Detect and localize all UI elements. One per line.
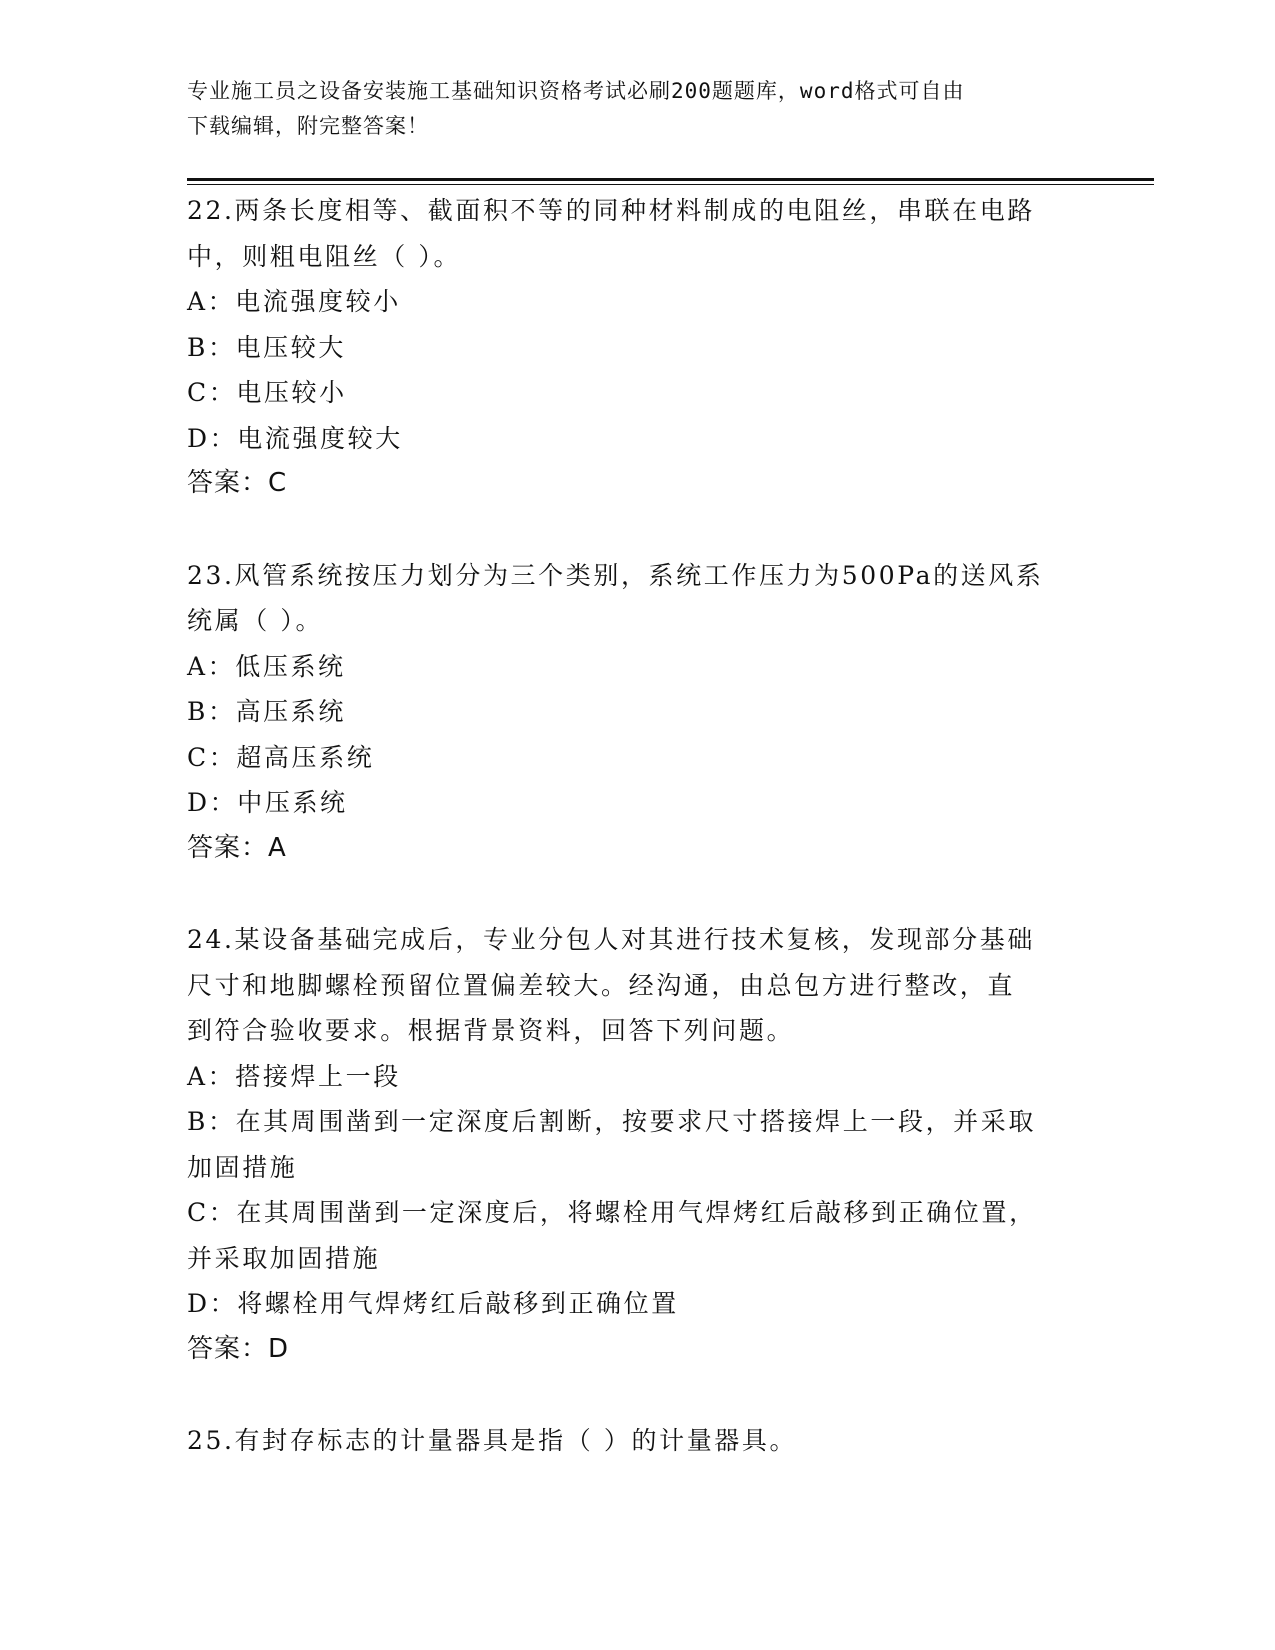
- question-stem-line: 25.有封存标志的计量器具是指（ ）的计量器具。: [187, 1426, 798, 1455]
- question-23: [187, 553, 1067, 872]
- answer-line: 答案：C: [187, 468, 288, 498]
- question-stem-line: 尺寸和地脚螺栓预留位置偏差较大。经沟通，由总包方进行整改，直: [187, 970, 1016, 1000]
- header-divider-thick: [187, 178, 1154, 181]
- question-stem-line: 到符合验收要求。根据背景资料，回答下列问题。: [187, 1016, 795, 1045]
- option-b: B：高压系统: [187, 697, 346, 726]
- option-d: D：电流强度较大: [187, 423, 403, 453]
- question-list: [187, 188, 1067, 1510]
- answer-line: 答案：D: [187, 1333, 290, 1364]
- header-divider-thin: [187, 184, 1154, 185]
- option-c-continued: 并采取加固措施: [187, 1243, 381, 1273]
- question-25: [187, 1418, 1067, 1464]
- question-stem-line: 统属（ ）。: [187, 606, 324, 635]
- document-header: [187, 74, 1067, 144]
- question-stem-line: 中，则粗电阻丝（ ）。: [187, 241, 462, 271]
- option-c: C：超高压系统: [187, 742, 375, 772]
- option-a: A：搭接焊上一段: [187, 1061, 401, 1091]
- option-d: D：中压系统: [187, 788, 348, 817]
- option-d: D：将螺栓用气焊烤红后敲移到正确位置: [187, 1289, 679, 1318]
- option-c: C：电压较小: [187, 378, 347, 407]
- question-22: [187, 188, 1067, 507]
- header-title-line-1: 专业施工员之设备安装施工基础知识资格考试必刷200题题库，word格式可自由: [187, 79, 965, 103]
- option-c: C：在其周围凿到一定深度后，将螺栓用气焊烤红后敲移到正确位置，: [187, 1198, 1037, 1227]
- question-24: [187, 917, 1067, 1372]
- option-b: B：在其周围凿到一定深度后割断，按要求尺寸搭接焊上一段，并采取: [187, 1107, 1036, 1136]
- option-a: A：电流强度较小: [187, 287, 401, 316]
- answer-line: 答案：A: [187, 832, 287, 863]
- option-a: A：低压系统: [187, 651, 346, 681]
- question-stem-line: 24.某设备基础完成后，专业分包人对其进行技术复核，发现部分基础: [187, 925, 1035, 954]
- option-b: B：电压较大: [187, 332, 346, 362]
- option-b-continued: 加固措施: [187, 1152, 298, 1182]
- question-stem-line: 23.风管系统按压力划分为三个类别，系统工作压力为500Pa的送风系: [187, 560, 1044, 590]
- header-title-line-2: 下载编辑，附完整答案！: [187, 114, 429, 138]
- question-stem-line: 22.两条长度相等、截面积不等的同种材料制成的电阻丝，串联在电路: [187, 196, 1035, 225]
